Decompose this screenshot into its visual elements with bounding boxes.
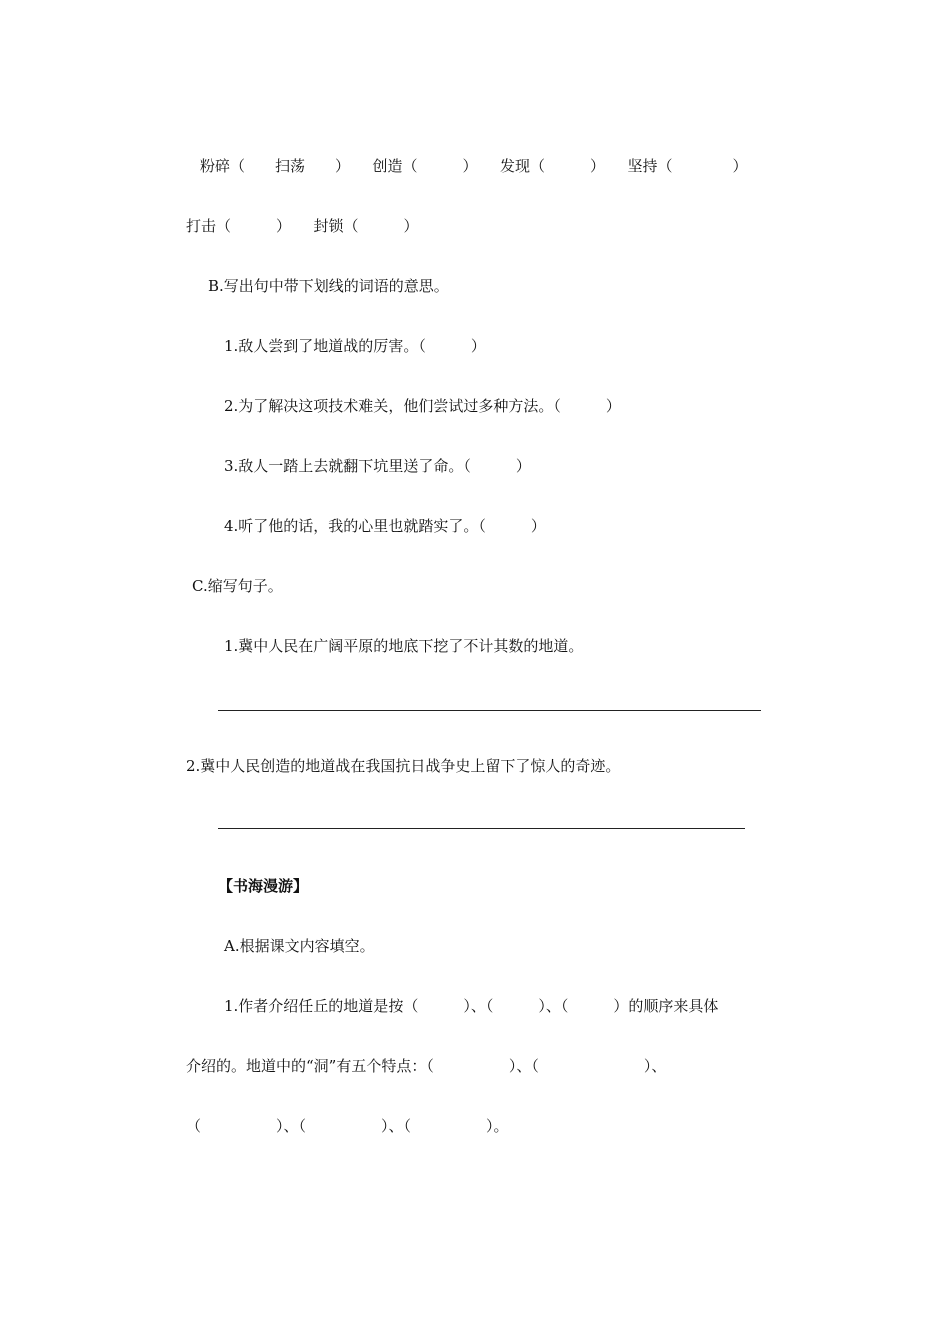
shuhai-fill-line-2: 介绍的。地道中的“洞”有五个特点：（ ）、（ ）、	[186, 1057, 667, 1075]
section-b-heading: B.写出句中带下划线的词语的意思。	[208, 277, 449, 295]
section-b-item-3: 3.敌人一踏上去就翻下坑里送了命。（ ）	[224, 457, 531, 475]
section-b-item-4: 4.听了他的话，我的心里也就踏实了。（ ）	[224, 517, 546, 535]
section-c-item-1: 1.冀中人民在广阔平原的地底下挖了不计其数的地道。	[224, 637, 584, 655]
answer-line-1[interactable]	[218, 710, 761, 711]
shuhai-subheading: A.根据课文内容填空。	[224, 937, 375, 955]
section-c-item-2: 2.冀中人民创造的地道战在我国抗日战争史上留下了惊人的奇迹。	[186, 757, 621, 775]
shuhai-fill-line-1: 1.作者介绍任丘的地道是按（ ）、（ ）、（ ）的顺序来具体	[224, 997, 719, 1015]
word-list-line-1: 粉碎（ 扫荡 ） 创造（ ） 发现（ ） 坚持（ ）	[200, 157, 748, 175]
shuhai-fill-line-3: （ ）、（ ）、（ ）。	[186, 1117, 509, 1135]
section-c-heading: C.缩写句子。	[192, 577, 283, 595]
word-list-line-2: 打击（ ） 封锁（ ）	[186, 217, 419, 235]
shuhai-title: 【书海漫游】	[218, 877, 309, 895]
section-b-item-2: 2.为了解决这项技术难关，他们尝试过多种方法。（ ）	[224, 397, 621, 415]
answer-line-2[interactable]	[218, 828, 745, 829]
section-b-item-1: 1.敌人尝到了地道战的厉害。（ ）	[224, 337, 486, 355]
